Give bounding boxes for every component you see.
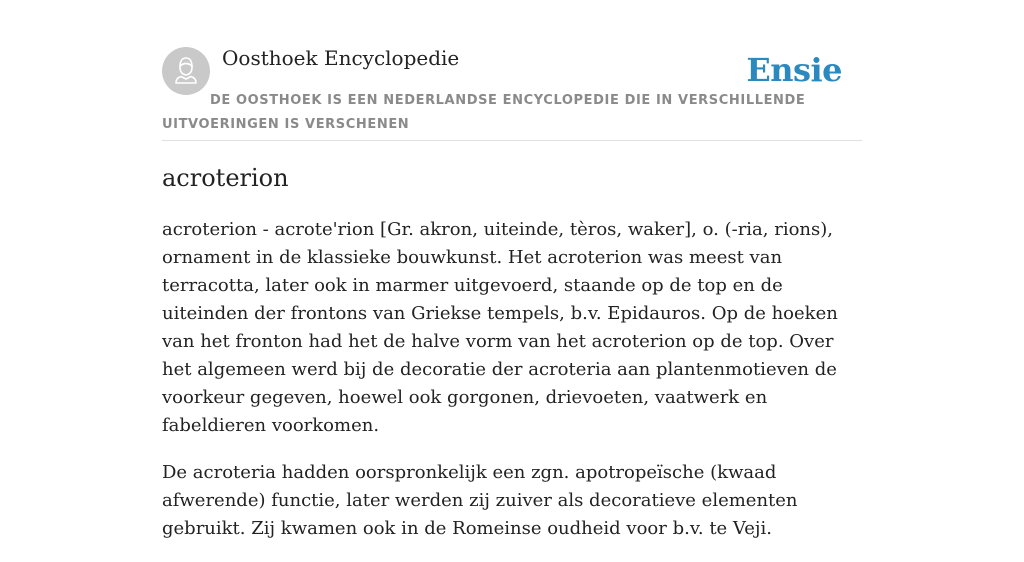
site-title[interactable]: Oosthoek Encyclopedie bbox=[222, 46, 460, 70]
brand-logo[interactable]: Ensie bbox=[746, 51, 842, 89]
entry-title: acroterion bbox=[162, 164, 289, 192]
page-container bbox=[162, 0, 862, 539]
site-header bbox=[162, 0, 862, 141]
user-avatar-icon[interactable] bbox=[162, 47, 210, 95]
entry-paragraph: acroterion - acrote'rion [Gr. akron, uiteinde, tèros, waker], o. (-ria, rions), ornament in de klassieke bouwkunst. Het acroterion was meest van terracotta, later ook in marmer uitgevoerd, staande op de top en de uiteinden der frontons van Griekse tempels, b.v. Epidauros. Op de hoeken van het fronton had het de halve vorm van het acroterion op de top. Over het algemeen werd bij de decoratie der acroteria aan plantenmotieven de voorkeur gegeven, hoewel ook gorgonen, drievoeten, vaatwerk en fabeldieren voorkomen. bbox=[162, 219, 838, 436]
entry-body bbox=[162, 216, 862, 562]
person-outline-icon bbox=[162, 47, 210, 95]
site-tagline: DE OOSTHOEK IS EEN NEDERLANDSE ENCYCLOPEDIE DIE IN VERSCHILLENDE UITVOERINGEN IS VERSCHENEN bbox=[162, 93, 806, 132]
entry-paragraph: De acroteria hadden oorspronkelijk een zgn. apotropeïsche (kwaad afwerende) functie, later werden zij zuiver als decoratieve elementen gebruikt. Zij kwamen ook in de Romeinse oudheid voor b.v. te Veji. bbox=[162, 462, 798, 539]
